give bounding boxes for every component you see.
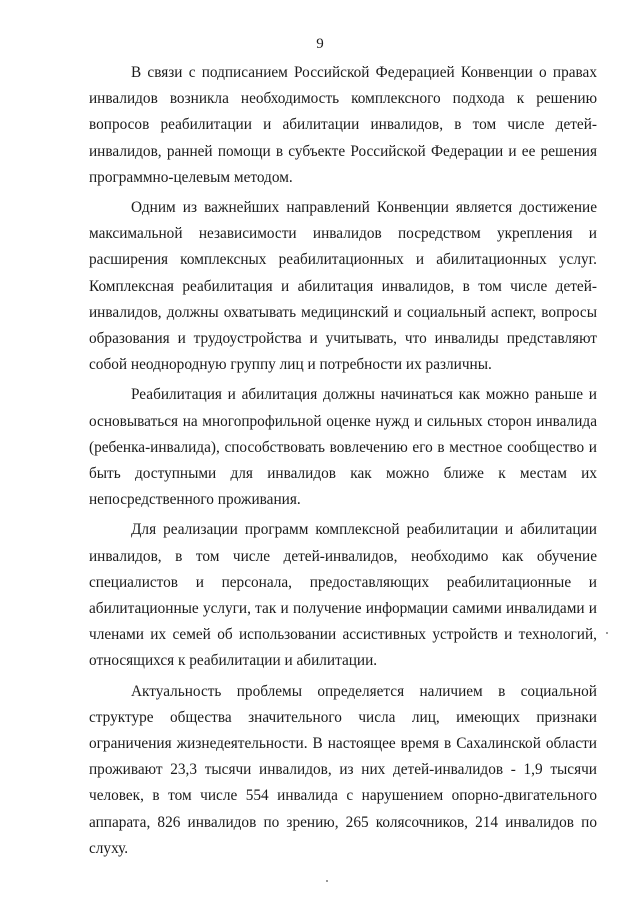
paragraph-1: В связи с подписанием Российской Федерацией Конвенции о правах инвалидов возникла необходимость комплексного подхода к решению вопросов реабилитации и абилитации инвалидов, в том числе детей-инвалидов, ранней помощи в субъекте Российской Федерации и ее решения программно-целевым методом.: [89, 64, 597, 186]
paragraph-4: Для реализации программ комплексной реабилитации и абилитации инвалидов, в том числе детей-инвалидов, необходимо как обучение специалистов и персонала, предоставляющих реабилитационные и абилитационные услуги, так и получение информации самими инвалидами и членами их семей об использовании ассистивных устройств и технологий, относящихся к реабилитации и абилитации.: [89, 521, 597, 670]
paragraph-5: Актуальность проблемы определяется наличием в социальной структуре общества значительного числа лиц, имеющих признаки ограничения жизнедеятельности. В настоящее время в Сахалинской области проживают 23,3 тысячи инвалидов, из них детей-инвалидов - 1,9 тысячи человек, в том числе 554 инвалида с нарушением опорно-двигательного аппарата, 826 инвалидов по зрению, 265 колясочников, 214 инвалидов по слуху.: [89, 682, 597, 857]
scan-speck: [326, 880, 328, 882]
scan-speck: [606, 632, 608, 634]
paragraph-3: Реабилитация и абилитация должны начинаться как можно раньше и основываться на многопрофильной оценке нужд и сильных сторон инвалида (ребенка-инвалида), способствовать вовлечению его в местное сообщество и быть доступными для инвалидов как можно ближе к местам их непосредственного проживания.: [89, 386, 597, 509]
page-number: 9: [316, 36, 324, 52]
paragraph-2: Одним из важнейших направлений Конвенции является достижение максимальной независимости инвалидов посредством укрепления и расширения комплексных реабилитационных и абилитационных услуг. Комплексная реабилитация и абилитация инвалидов, в том числе детей-инвалидов, должны охватывать медицинский и социальный аспект, вопросы образования и трудоустройства и учитывать, что инвалиды представляют собой неоднородную группу лиц и потребности их различны.: [89, 199, 597, 374]
document-body: [89, 60, 597, 866]
